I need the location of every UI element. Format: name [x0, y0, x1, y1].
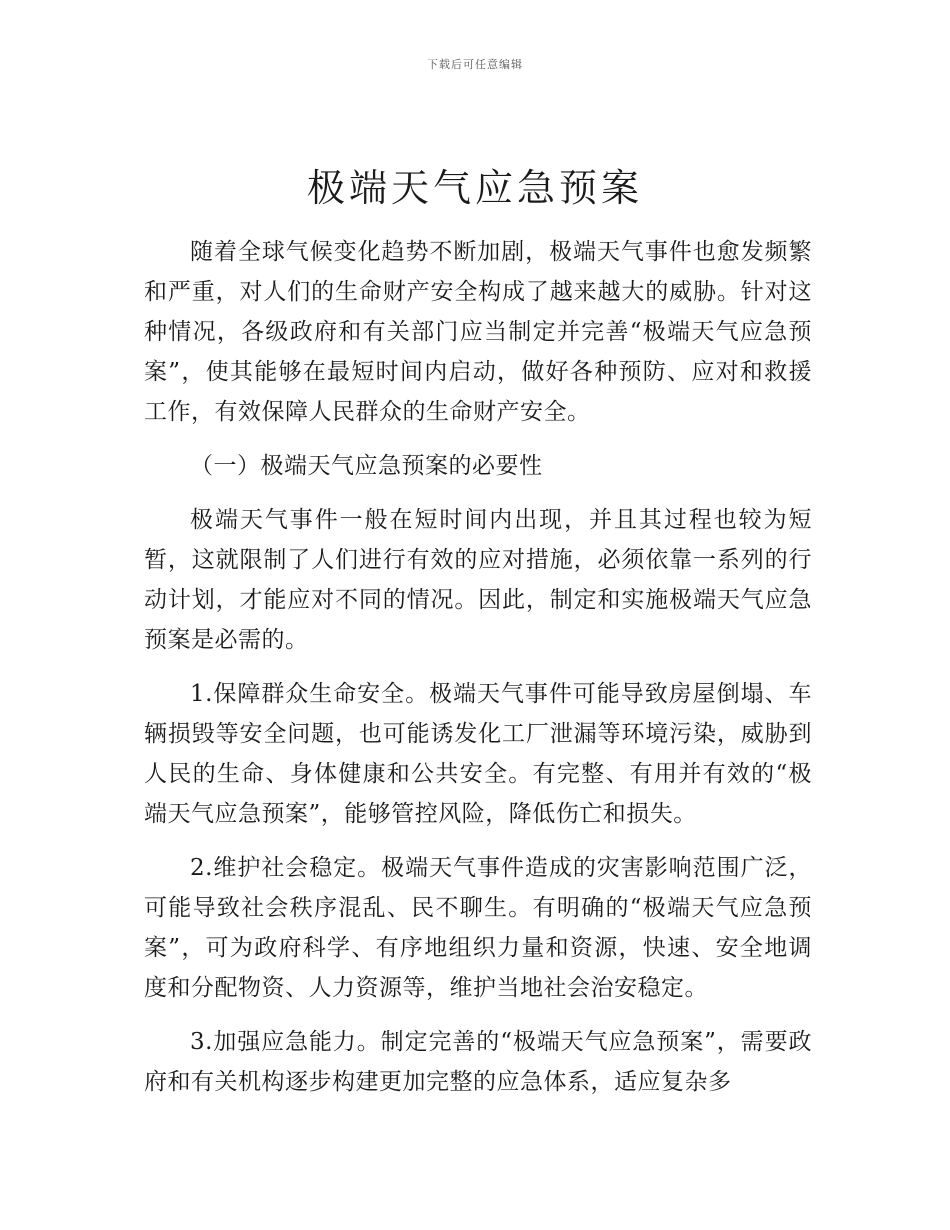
paragraph-necessity: 极端天气事件一般在短时间内出现，并且其过程也较为短暂，这就限制了人们进行有效的应对措施，必须依靠一系列的行动计划，才能应对不同的情况。因此，制定和实施极端天气应急预案是必需的。 — [144, 507, 812, 653]
paragraph-intro: 随着全球气候变化趋势不断加剧，极端天气事件也愈发频繁和严重，对人们的生命财产安全构成了越来越大的威胁。针对这种情况，各级政府和有关部门应当制定并完善“极端天气应急预案”，使其能够在最短时间内启动，做好各种预防、应对和救援工作，有效保障人民群众的生命财产安全。 — [144, 239, 812, 425]
header-note: 下载后可任意编辑 — [427, 58, 523, 71]
document-body — [144, 232, 812, 1116]
section-heading-necessity: （一）极端天气应急预案的必要性 — [190, 453, 543, 479]
paragraph-point-3: 3.加强应急能力。制定完善的“极端天气应急预案”，需要政府和有关机构逐步构建更加完整的应急体系，适应复杂多 — [144, 1029, 812, 1095]
paragraph-point-1: 1.保障群众生命安全。极端天气事件可能导致房屋倒塌、车辆损毁等安全问题，也可能诱发化工厂泄漏等环境污染，威胁到人民的生命、身体健康和公共安全。有完整、有用并有效的“极端天气应急预案”，能够管控风险，降低伤亡和损失。 — [144, 681, 812, 827]
paragraph-point-2: 2.维护社会稳定。极端天气事件造成的灾害影响范围广泛，可能导致社会秩序混乱、民不聊生。有明确的“极端天气应急预案”，可为政府科学、有序地组织力量和资源，快速、安全地调度和分配物资、人力资源等，维护当地社会治安稳定。 — [144, 855, 812, 1001]
document-title: 极端天气应急预案 — [306, 166, 643, 210]
